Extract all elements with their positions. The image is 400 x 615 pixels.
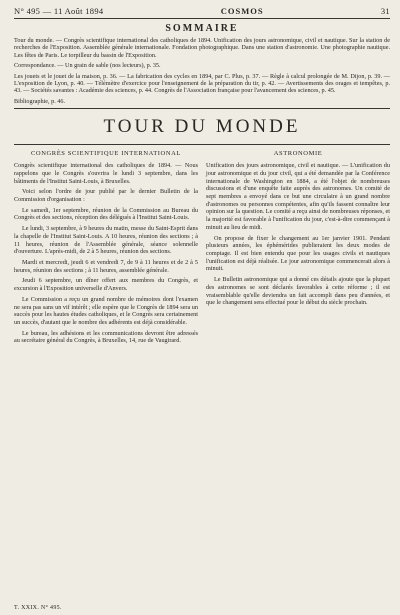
- article-paragraph: Voici selon l'ordre de jour publié par le dernier Bulletin de la Commission d'organisation :: [14, 188, 198, 204]
- article-paragraph: Le Commission a reçu un grand nombre de mémoires dont l'examen ne sera pas sans un vif intérêt ; elle espère que le Congrès de 1894 sera un succès pour les hautes études catholiques, et le Congrès sera certainement un succès, d'autant que le nombre des adhérents est déjà considérable.: [14, 295, 198, 326]
- issue-info: N° 495 — 11 Août 1894: [14, 6, 104, 16]
- article-paragraph: Le bureau, les adhésions et les communications devront être adressés au secrétaire général du Congrès, à Bruxelles, 14, rue de Vaugirard.: [14, 329, 198, 345]
- article-paragraph: Unification des jours astronomique, civil et nautique. — L'unification du jour astronomique et du jour civil, qui a été demandée par la Conférence internationale de Washington en 1884, a été l'objet de nombreuses discussions et d'une enquête faite auprès des astronomes. Un comité de sept membres a envoyé dans ce but une circulaire à un grand nombre d'astronomes ou personnes compétentes, afin qu'ils fassent connaître leur opinion sur la question. Le comité a reçu ainsi de nombreuses réponses, et la majorité est favorable à l'unification du jour, c'est-à-dire commençant à minuit au lieu de midi.: [206, 162, 390, 231]
- section-heading: CONGRÈS SCIENTIFIQUE INTERNATIONAL: [30, 150, 182, 158]
- page-number: 31: [380, 6, 390, 16]
- sommaire-rule: [14, 108, 390, 109]
- page-footer: T. XXIX. N° 495.: [14, 605, 62, 611]
- sommaire-heading: SOMMAIRE: [165, 23, 239, 34]
- running-header: [14, 6, 390, 16]
- section-heading: ASTRONOMIE: [273, 150, 323, 158]
- title-rule: [14, 144, 390, 145]
- right-column: [206, 149, 390, 348]
- article-paragraph: On propose de fixer le changement au 1er janvier 1901. Pendant plusieurs années, les éphémérides publieraient les deux modes de comptage. Il est bien entendu que pour les usages civils et nautiques l'unification est déjà réalisée. Le jour astronomique commencerait alors à minuit.: [206, 234, 390, 273]
- publication-name: COSMOS: [220, 6, 264, 16]
- header-rule: [14, 18, 390, 19]
- article-paragraph: Jeudi 6 septembre, un dîner offert aux membres du Congrès, et excursion à l'Exposition universelle d'Anvers.: [14, 277, 198, 293]
- sommaire-paragraph: Les jouets et le jouet de la maison, p. 36. — La fabrication des cycles en 1894, par C. Plus, p. 37. — Règle à calcul prolongée de M. Dijon, p. 39. — L'exposition de Lyon, p. 40. — Télémètre d'exercice pour l'enseignement de la préparation du tir, p. 42. — Avertissements des orages et tempêtes, p. 43. — Sociétés savantes : Académie des sciences, p. 44. Congrès de l'Association française pour l'avancement des sciences, p. 45.: [14, 72, 390, 95]
- page-title: TOUR DU MONDE: [103, 116, 301, 138]
- sommaire-paragraph: Correspondance. — Un grain de sable (nos lecteurs), p. 35.: [14, 62, 161, 70]
- left-column: [14, 149, 198, 348]
- article-paragraph: Le lundi, 3 septembre, à 9 heures du matin, messe du Saint-Esprit dans la chapelle de l'Institut Saint-Louis. A 10 heures, réunion des sections ; à 11 heures, réunion de l'Assemblée générale, séance solennelle d'ouverture. L'après-midi, de 2 à 5 heures, réunion des sections.: [14, 225, 198, 256]
- article-paragraph: Le Bulletin astronomique qui a donné ces détails ajoute que la plupart des astronomes se sont déclarés favorables à cette réforme ; il est vraisemblable qu'elle deviendra un fait accompli dans peu d'années, et que le changement sera effectué pour le début du siècle prochain.: [206, 276, 390, 307]
- sommaire-list: [14, 37, 390, 105]
- article-columns: [14, 149, 390, 348]
- article-paragraph: Le samedi, 1er septembre, réunion de la Commission au Bureau du Congrès et des sections, réception des délégués à l'Institut Saint-Louis.: [14, 206, 198, 222]
- article-paragraph: Mardi et mercredi, jeudi 6 et vendredi 7, de 9 à 11 heures et de 2 à 5 heures, réunion des sections ; à 11 heures, assemblée générale.: [14, 258, 198, 274]
- sommaire-paragraph: Tour du monde. — Congrès scientifique international des catholiques de 1894. Unification des jours astronomique, civil et nautique. Sur la station de recherches de l'Exposition. Assemblée générale internationale. Fondation photographique. Dans une station d'astronomie. Une photographie nautique. Les fêtes de Paris. Le torpilleur du bassin de l'Exposition.: [14, 37, 390, 59]
- article-paragraph: Congrès scientifique international des catholiques de 1894. — Nous rappelons que le Congrès s'ouvrira le lundi 3 septembre, dans les bâtiments de l'Institut Saint-Louis, à Bruxelles.: [14, 162, 198, 185]
- sommaire-paragraph: Bibliographie, p. 46.: [14, 97, 66, 105]
